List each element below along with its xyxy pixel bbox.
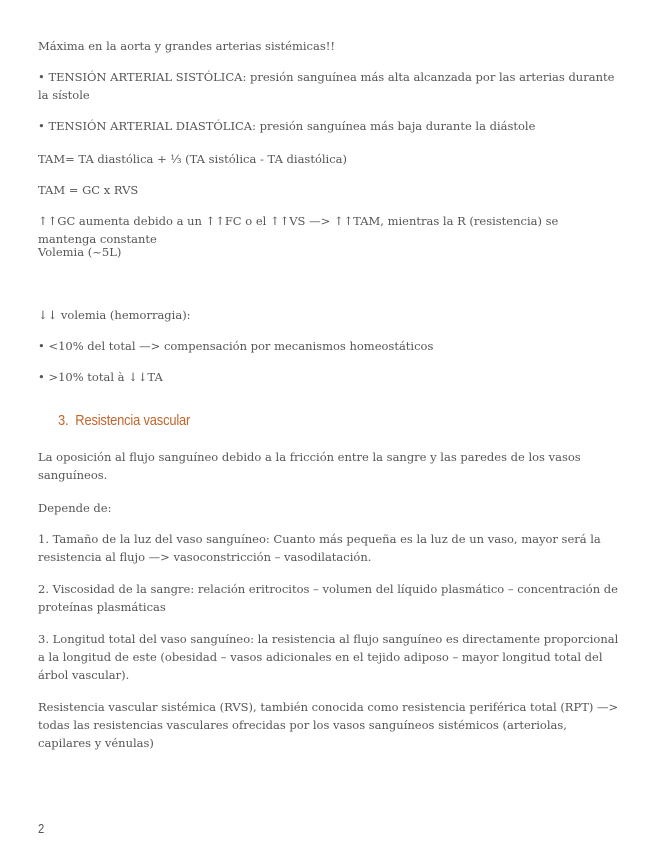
paragraph-tension-diastolica: • TENSIÓN ARTERIAL DIASTÓLICA: presión sanguínea más baja durante la diástole xyxy=(38,119,536,133)
paragraph-tamano-luz: 1. Tamaño de la luz del vaso sanguíneo: Cuanto más pequeña es la luz de un vaso, mayor será la resistencia al flujo —> vasoconstricción – vasodilatación. xyxy=(38,532,601,564)
paragraph-rvs: Resistencia vascular sistémica (RVS), también conocida como resistencia periférica total (RPT) —> todas las resistencias vasculares ofrecidas por los vasos sanguíneos sistémicos (arteriolas, capilares y vénulas) xyxy=(38,700,619,750)
paragraph-volemia-hemorragia: ↓↓ volemia (hemorragia): xyxy=(38,308,191,322)
paragraph-longitud: 3. Longitud total del vaso sanguíneo: la resistencia al flujo sanguíneo es directamente proporcional a la longitud de este (obesidad – vasos adicionales en el tejido adiposo – mayor longitud total del árbol vascular). xyxy=(38,632,619,682)
paragraph-volemia: Volemia (~5L) xyxy=(38,245,122,259)
section-number: 3. xyxy=(58,412,69,429)
paragraph-tension-sistolica: • TENSIÓN ARTERIAL SISTÓLICA: presión sanguínea más alta alcanzada por las arterias durante la sístole xyxy=(38,70,615,102)
paragraph-viscosidad: 2. Viscosidad de la sangre: relación eritrocitos – volumen del líquido plasmático – concentración de proteínas plasmáticas xyxy=(38,582,618,614)
page-number: 2 xyxy=(38,821,45,836)
formula-tam: TAM= TA diastólica + ⅓ (TA sistólica - TA diastólica) xyxy=(38,152,348,166)
section-title: Resistencia vascular xyxy=(75,412,191,429)
paragraph-maxima: Máxima en la aorta y grandes arterias sistémicas!! xyxy=(38,39,335,53)
bullet-menos-10: • <10% del total —> compensación por mecanismos homeostáticos xyxy=(38,339,434,353)
paragraph-gc: ↑↑GC aumenta debido a un ↑↑FC o el ↑↑VS —> ↑↑TAM, mientras la R (resistencia) se mantenga constante xyxy=(38,214,559,246)
section-heading xyxy=(58,412,190,430)
formula-tam-gc: TAM = GC x RVS xyxy=(38,183,139,197)
bullet-mas-10: • >10% total à ↓↓TA xyxy=(38,370,163,384)
paragraph-oposicion: La oposición al flujo sanguíneo debido a la fricción entre la sangre y las paredes de los vasos sanguíneos. xyxy=(38,450,581,482)
paragraph-depende: Depende de: xyxy=(38,501,112,515)
